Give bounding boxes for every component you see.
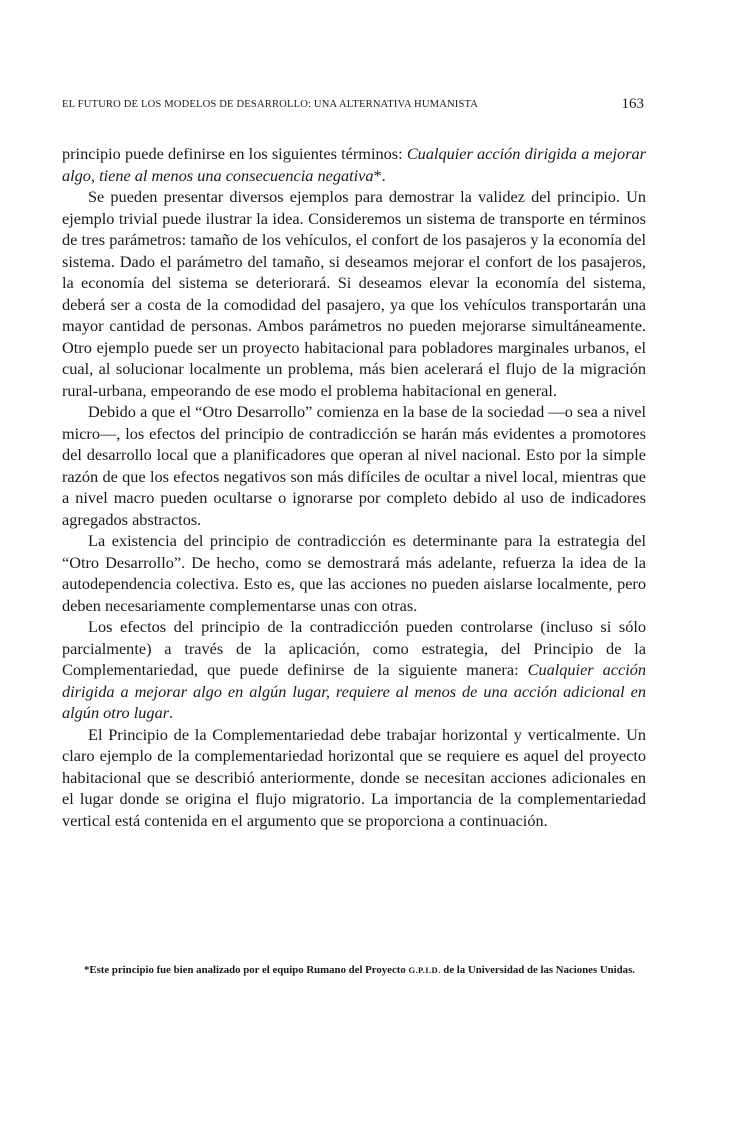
text-run: Se pueden presentar diversos ejemplos para demostrar la validez del principio. Un ejemplo trivial puede ilustrar la idea. Consideremos un sistema de transporte en términos de tres parámetros: tamaño de los vehículos, el confort de los pasajeros y la economía del sistema. Dado el parámetro del tamaño, si deseamos mejorar el confort de los pasajeros, la economía del sistema se deteriorará. Si deseamos elevar la economía del sistema, deberá ser a costa de la comodidad del pasajero, ya que los vehículos transportarán una mayor cantidad de personas. Ambos parámetros no pueden mejorarse simultáneamente. Otro ejemplo puede ser un proyecto habitacional para pobladores marginales urbanos, el cual, al solucionar localmente un problema, más bien acelerará el flujo de la migración rural-urbana, empeorando de ese modo el problema habitacional en general. (62, 187, 646, 400)
text-run: El Principio de la Complementariedad debe trabajar horizontal y verticalmente. Un claro ejemplo de la complementariedad horizontal que se requiere es aquel del proyecto habitacional que se describió anteriormente, donde se necesitan acciones adicionales en el lugar donde se origina el flujo migratorio. La importancia de la complementariedad vertical está contenida en el argumento que se proporciona a continuación. (62, 724, 646, 830)
footnote-acronym: G.P.I.D. (408, 965, 441, 975)
footnote-prefix: *Este principio fue bien analizado por el equipo Rumano del Proyecto (84, 964, 409, 976)
italic-text: Cualquier acción dirigida a mejorar algo en algún lugar, requiere al menos de una acción adicional en algún otro lugar (62, 660, 647, 722)
text-run: . (169, 703, 174, 722)
running-header (62, 96, 646, 116)
paragraph (62, 616, 646, 724)
paragraph (62, 143, 646, 186)
text-run: Debido a que el “Otro Desarrollo” comienza en la base de la sociedad —o sea a nivel micro—, los efectos del principio de contradicción se harán más evidentes a promotores del desarrollo local que a planificadores que operan al nivel nacional. Esto por la simple razón de que los efectos negativos son más difíciles de ocultar a nivel local, mientras que a nivel macro pueden ocultarse o ignorarse por completo debido al uso de indicadores agregados abstractos. (62, 402, 646, 529)
body-text (62, 143, 646, 831)
italic-text: Cualquier acción dirigida a mejorar algo, tiene al menos una consecuencia negativa (62, 144, 647, 185)
paragraph (62, 724, 646, 832)
paragraph (62, 401, 646, 530)
text-run: Los efectos del principio de la contradicción pueden controlarse (incluso si sólo parcialmente) a través de la aplicación, como estrategia, del Principio de la Complementariedad, que puede definirse de la siguiente manera: (62, 617, 646, 679)
text-run: principio puede definirse en los siguientes términos: (62, 144, 407, 163)
footnote-suffix: de la Universidad de las Naciones Unidas. (440, 964, 635, 976)
running-title: EL FUTURO DE LOS MODELOS DE DESARROLLO: UNA ALTERNATIVA HUMANISTA (62, 99, 479, 110)
text-run: La existencia del principio de contradicción es determinante para la estrategia del “Otro Desarrollo”. De hecho, como se demostrará más adelante, refuerza la idea de la autodependencia colectiva. Esto es, que las acciones no pueden aislarse localmente, pero deben necesariamente complementarse unas con otras. (62, 531, 646, 615)
paragraph (62, 186, 646, 401)
page-number: 163 (621, 96, 644, 112)
text-run: *. (373, 165, 386, 185)
footnote (62, 962, 646, 978)
paragraph (62, 530, 646, 616)
